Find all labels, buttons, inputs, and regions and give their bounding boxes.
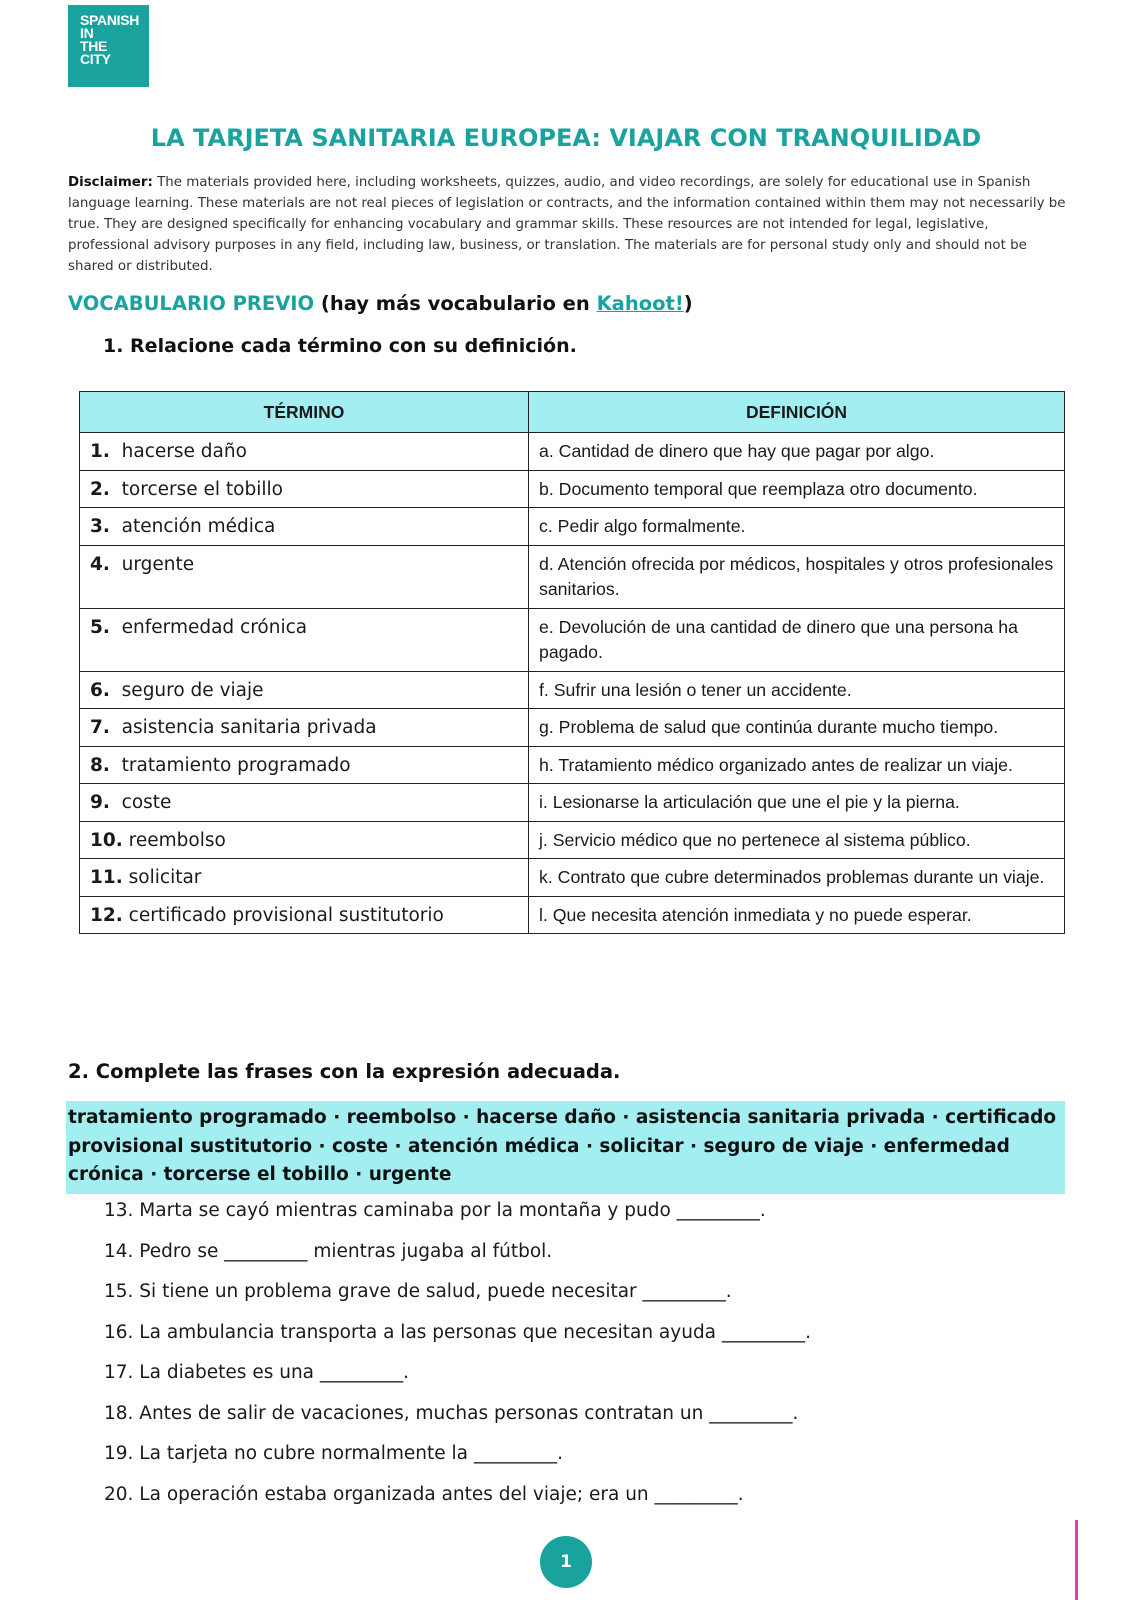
term-number: 9. <box>90 792 110 813</box>
sentence-item: 19. La tarjeta no cubre normalmente la _________. <box>104 1443 563 1464</box>
definition-cell: h. Tratamiento médico organizado antes de realizar un viaje. <box>529 746 1065 784</box>
term-cell <box>80 821 529 859</box>
definition-cell: c. Pedir algo formalmente. <box>529 508 1065 546</box>
vocab-heading-paren-open: (hay más vocabulario en <box>314 292 597 315</box>
term-number: 10. <box>90 829 123 851</box>
definition-cell: j. Servicio médico que no pertenece al sistema público. <box>529 821 1065 859</box>
logo-line: SPANISH <box>80 12 140 28</box>
definition-cell: b. Documento temporal que reemplaza otro documento. <box>529 470 1065 508</box>
term-text: hacerse daño <box>121 441 247 462</box>
page-title: LA TARJETA SANITARIA EUROPEA: VIAJAR CON TRANQUILIDAD <box>150 124 982 152</box>
definition-cell: l. Que necesita atención inmediata y no puede esperar. <box>529 896 1065 934</box>
term-cell <box>80 859 529 897</box>
sentence-item: 13. Marta se cayó mientras caminaba por la montaña y pudo _________. <box>104 1200 766 1221</box>
disclaimer-text: The materials provided here, including worksheets, quizzes, audio, and video recordings, are solely for educational use in Spanish language learning. These materials are not real pieces of legislation or contracts, and the information contained within them may not necessarily be true. They are designed specifically for enhancing vocabulary and grammar skills. These resources are not intended for legal, legislative, professional advisory purposes in any field, including law, business, or translation. The materials are for personal study only and should not be shared or distributed. <box>68 175 1066 274</box>
sentence-item: 17. La diabetes es una _________. <box>104 1362 410 1383</box>
term-cell <box>80 470 529 508</box>
definition-cell: f. Sufrir una lesión o tener un accidente. <box>529 671 1065 709</box>
logo-line: THE <box>80 38 108 54</box>
term-number: 12. <box>90 904 123 926</box>
term-text: atención médica <box>121 516 276 537</box>
term-text: urgente <box>121 553 195 575</box>
table-header-row <box>80 392 1065 433</box>
term-number: 1. <box>90 441 110 462</box>
term-cell <box>80 608 529 671</box>
term-text: torcerse el tobillo <box>121 478 283 500</box>
table-row <box>80 671 1065 709</box>
sentence-item: 14. Pedro se _________ mientras jugaba al fútbol. <box>104 1240 553 1262</box>
disclaimer-label: Disclaimer: <box>68 175 153 190</box>
page-number-badge: 1 <box>540 1536 592 1588</box>
term-number: 2. <box>90 478 110 500</box>
vocab-heading-paren-close: ) <box>683 292 693 315</box>
table-row <box>80 608 1065 671</box>
definition-cell: a. Cantidad de dinero que hay que pagar por algo. <box>529 433 1065 471</box>
disclaimer <box>68 172 1068 277</box>
sentence-item: 16. La ambulancia transporta a las personas que necesitan ayuda _________. <box>104 1321 812 1343</box>
exercise1-title: 1. Relacione cada término con su definición. <box>103 335 577 357</box>
term-text: solicitar <box>128 867 202 888</box>
term-cell <box>80 671 529 709</box>
definition-cell: d. Atención ofrecida por médicos, hospitales y otros profesionales sanitarios. <box>529 545 1065 608</box>
table-row <box>80 709 1065 747</box>
sentence-item: 20. La operación estaba organizada antes del viaje; era un _________. <box>104 1483 744 1505</box>
term-cell <box>80 508 529 546</box>
term-cell <box>80 896 529 934</box>
table-row <box>80 821 1065 859</box>
edge-marker <box>1075 1520 1078 1600</box>
term-number: 5. <box>90 616 110 638</box>
definition-cell: i. Lesionarse la articulación que une el pie y la pierna. <box>529 784 1065 822</box>
table-row <box>80 470 1065 508</box>
definition-cell: g. Problema de salud que continúa durante mucho tiempo. <box>529 709 1065 747</box>
logo-line: IN <box>80 25 94 41</box>
term-number: 7. <box>90 717 110 738</box>
term-number: 6. <box>90 679 110 701</box>
sentence-item: 18. Antes de salir de vacaciones, muchas personas contratan un _________. <box>104 1402 799 1424</box>
term-cell <box>80 545 529 608</box>
word-bank: tratamiento programado · reembolso · hacerse daño · asistencia sanitaria privada · certificado provisional sustitutorio · coste · atención médica · solicitar · seguro de viaje · enfermedad crónica · torcerse el tobillo · urgente <box>66 1101 1065 1194</box>
term-text: reembolso <box>128 829 226 851</box>
sentence-list <box>104 1198 811 1522</box>
vocab-heading-main: VOCABULARIO PREVIO <box>68 292 315 315</box>
vocab-heading <box>68 292 693 315</box>
table-row <box>80 859 1065 897</box>
term-number: 11. <box>90 867 123 888</box>
term-cell <box>80 433 529 471</box>
term-text: tratamiento programado <box>121 754 351 776</box>
table-row <box>80 784 1065 822</box>
matching-table <box>79 391 1065 934</box>
table-row <box>80 545 1065 608</box>
matching-table-body <box>80 433 1065 934</box>
kahoot-link[interactable]: Kahoot! <box>596 292 684 315</box>
term-text: asistencia sanitaria privada <box>121 717 377 738</box>
term-text: seguro de viaje <box>121 679 264 701</box>
table-row <box>80 433 1065 471</box>
exercise2-title: 2. Complete las frases con la expresión adecuada. <box>68 1060 621 1083</box>
term-cell <box>80 709 529 747</box>
term-text: certificado provisional sustitutorio <box>128 904 444 926</box>
term-cell <box>80 784 529 822</box>
term-number: 4. <box>90 553 110 575</box>
definition-cell: k. Contrato que cubre determinados problemas durante un viaje. <box>529 859 1065 897</box>
table-row <box>80 508 1065 546</box>
table-row <box>80 896 1065 934</box>
term-text: enfermedad crónica <box>121 616 308 638</box>
logo-line: CITY <box>80 51 111 67</box>
term-text: coste <box>121 792 172 813</box>
sentence-item: 15. Si tiene un problema grave de salud, puede necesitar _________. <box>104 1281 732 1302</box>
term-number: 3. <box>90 516 110 537</box>
definition-cell: e. Devolución de una cantidad de dinero que una persona ha pagado. <box>529 608 1065 671</box>
term-number: 8. <box>90 754 110 776</box>
spanish-in-the-city-logo <box>68 5 149 87</box>
table-row <box>80 746 1065 784</box>
definition-column-header: DEFINICIÓN <box>529 392 1065 433</box>
term-column-header: TÉRMINO <box>80 392 529 433</box>
term-cell <box>80 746 529 784</box>
